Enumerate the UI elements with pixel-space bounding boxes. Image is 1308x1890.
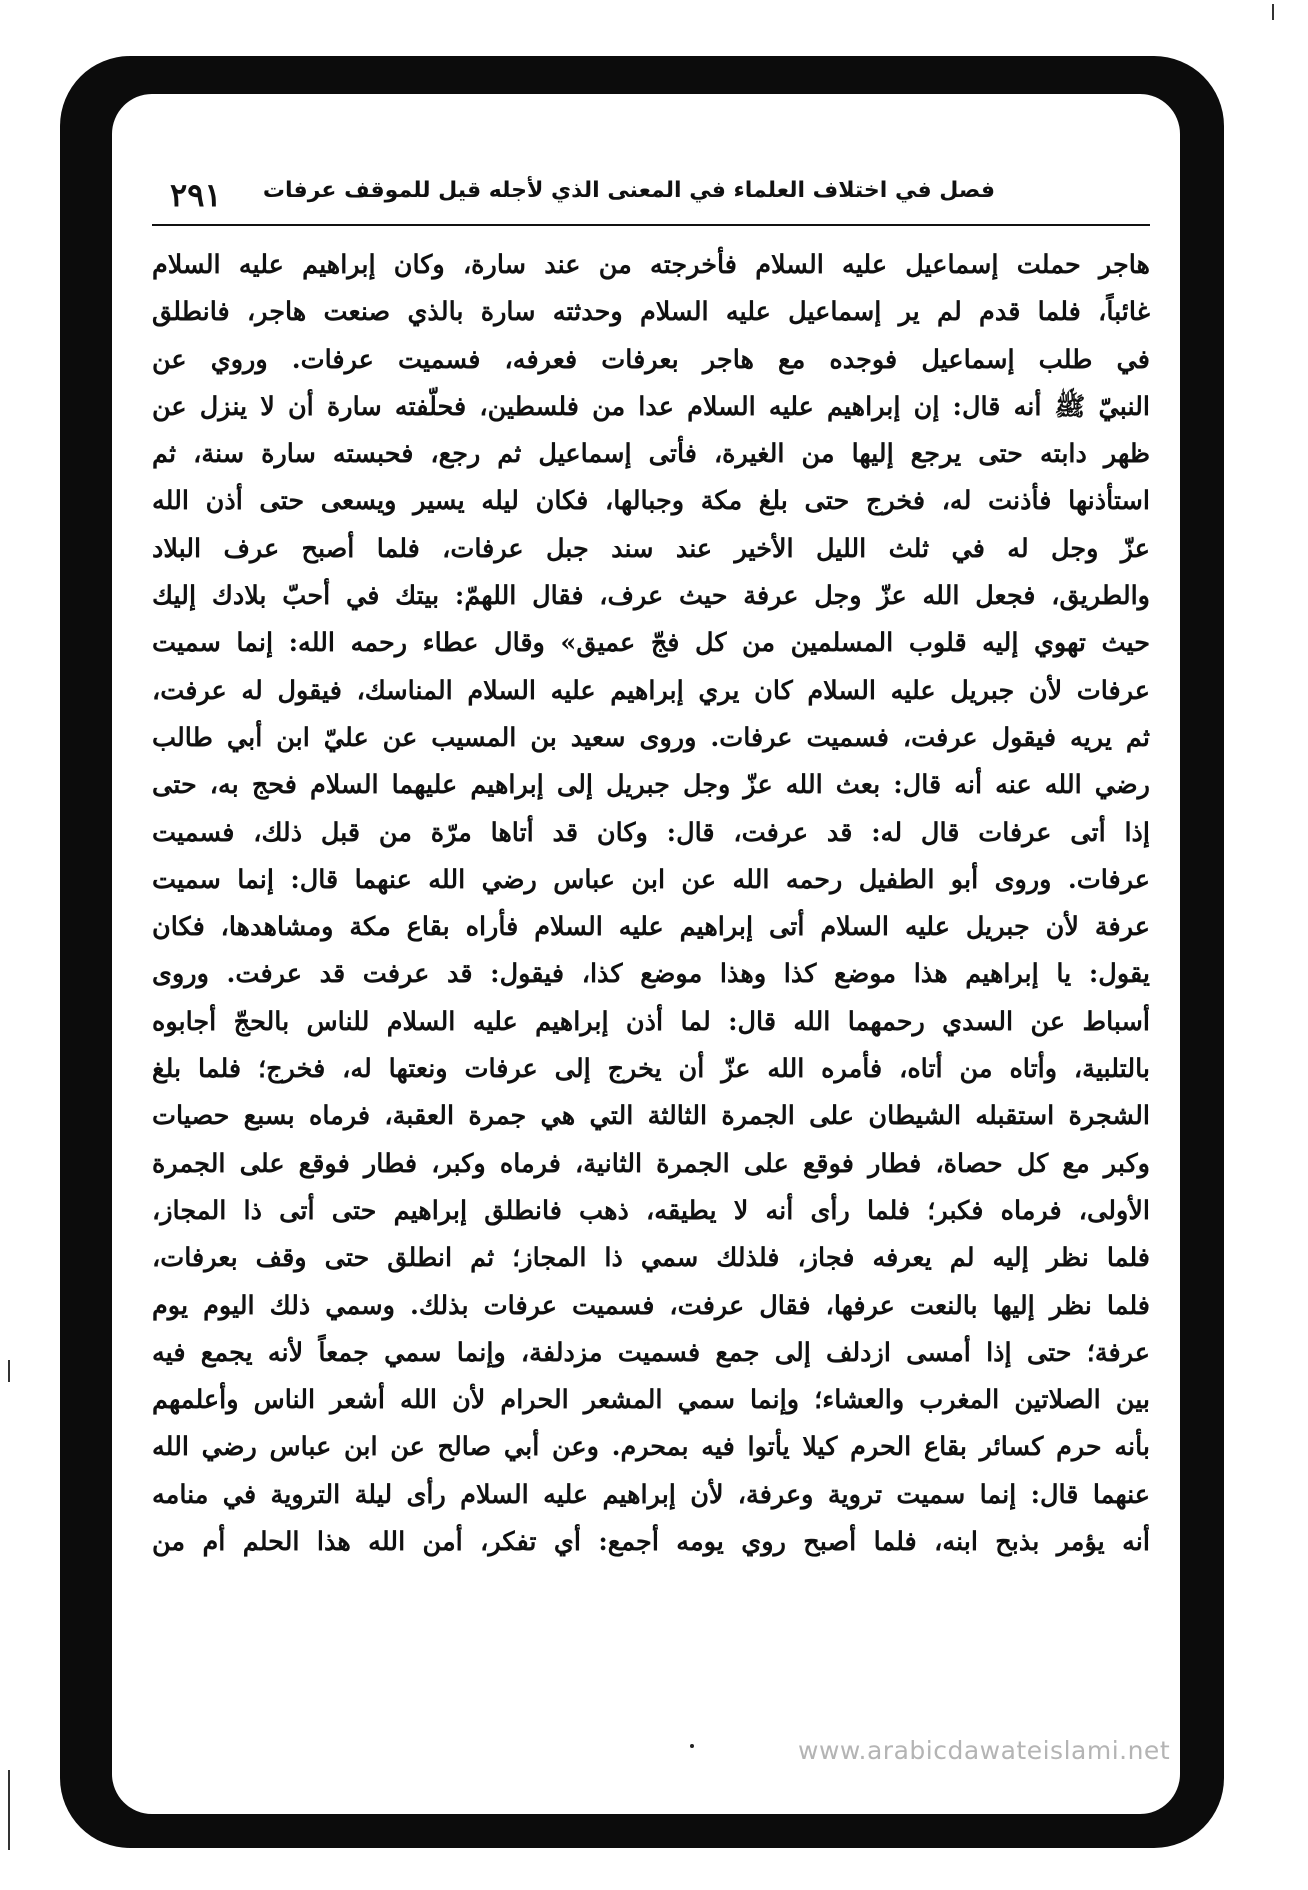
text-line: بالتلبية، وأتاه من أتاه، فأمره الله عزّ أن يخرج إلى عرفات ونعتها له، فخرج؛ فلما بلغ [152, 1054, 1150, 1085]
scan-artifact [8, 1770, 10, 1850]
text-line: في طلب إسماعيل فوجده مع هاجر بعرفات فعرفه، فسميت عرفات. وروي عن [152, 344, 1150, 375]
text-line: أنه يؤمر بذبح ابنه، فلما أصبح روي يومه أجمع: أي تفكر، أمن الله هذا الحلم أم من [152, 1527, 1150, 1558]
page-header [152, 176, 1150, 226]
text-line: ظهر دابته حتى يرجع إليها من الغيرة، فأتى إسماعيل ثم رجع، فحبسته سارة سنة، ثم [152, 439, 1150, 470]
text-line: عرفة لأن جبريل عليه السلام أتى إبراهيم عليه السلام فأراه بقاع مكة ومشاهدها، فكان [152, 912, 1150, 943]
text-line: عنهما قال: إنما سميت تروية وعرفة، لأن إبراهيم عليه السلام رأى ليلة التروية في منامه [152, 1479, 1150, 1510]
text-line: أسباط عن السدي رحمهما الله قال: لما أذن إبراهيم عليه السلام للناس بالحجّ أجابوه [152, 1006, 1150, 1037]
scan-artifact [690, 1744, 694, 1748]
page-number: ٢٩١ [170, 176, 222, 214]
scan-artifact [8, 1360, 10, 1382]
text-line: فلما نظر إليها بالنعت عرفها، فقال عرفت، فسميت عرفات بذلك. وسمي ذلك اليوم يوم [152, 1290, 1150, 1321]
text-line: والطريق، فجعل الله عزّ وجل عرفة حيث عرف، فقال اللهمّ: بيتك في أحبّ بلادك إليك [152, 581, 1150, 612]
text-line: يقول: يا إبراهيم هذا موضع كذا وهذا موضع كذا، فيقول: قد عرفت قد عرفت. وروى [152, 959, 1150, 990]
text-line: بين الصلاتين المغرب والعشاء؛ وإنما سمي المشعر الحرام لأن الله أشعر الناس وأعلمهم [152, 1385, 1150, 1416]
text-line: ثم يريه فيقول عرفت، فسميت عرفات. وروى سعيد بن المسيب عن عليّ ابن أبي طالب [152, 722, 1150, 753]
text-line: غائباً، فلما قدم لم ير إسماعيل عليه السلام وحدثته سارة بالذي صنعت هاجر، فانطلق [152, 297, 1150, 328]
scan-artifact [1272, 4, 1274, 20]
text-line: فلما نظر إليه لم يعرفه فجاز، فلذلك سمي ذا المجاز؛ ثم انطلق حتى وقف بعرفات، [152, 1243, 1150, 1274]
text-line: النبيّ ﷺ أنه قال: إن إبراهيم عليه السلام عدا من فلسطين، فحلّفته سارة أن لا ينزل عن [152, 391, 1150, 422]
text-line: بأنه حرم كسائر بقاع الحرم كيلا يأتوا فيه بمحرم. وعن أبي صالح عن ابن عباس رضي الله [152, 1432, 1150, 1463]
text-line: رضي الله عنه أنه قال: بعث الله عزّ وجل جبريل إلى إبراهيم عليهما السلام فحج به، حتى [152, 770, 1150, 801]
text-line: عرفات لأن جبريل عليه السلام كان يري إبراهيم عليه السلام المناسك، فيقول له عرفت، [152, 675, 1150, 706]
text-line: الأولى، فرماه فكبر؛ فلما رأى أنه لا يطيقه، ذهب فانطلق إبراهيم حتى أتى ذا المجاز، [152, 1195, 1150, 1226]
text-line: الشجرة استقبله الشيطان على الجمرة الثالثة التي هي جمرة العقبة، فرماه بسبع حصيات [152, 1101, 1150, 1132]
text-line: إذا أتى عرفات قال له: قد عرفت، قال: وكان قد أتاها مرّة من قبل ذلك، فسميت [152, 817, 1150, 848]
text-line: وكبر مع كل حصاة، فطار فوقع على الجمرة الثانية، فرماه وكبر، فطار فوقع على الجمرة [152, 1148, 1150, 1179]
running-title: فصل في اختلاف العلماء في المعنى الذي لأجله قيل للموقف عرفات [262, 178, 995, 203]
text-line: عزّ وجل له في ثلث الليل الأخير عند سند جبل عرفات، فلما أصبح عرف البلاد [152, 533, 1150, 564]
text-line: هاجر حملت إسماعيل عليه السلام فأخرجته من عند سارة، وكان إبراهيم عليه السلام [152, 250, 1150, 280]
text-line: عرفة؛ حتى إذا أمسى ازدلف إلى جمع فسميت مزدلفة، وإنما سمي جمعاً لأنه يجمع فيه [152, 1337, 1150, 1368]
text-line: عرفات. وروى أبو الطفيل رحمه الله عن ابن عباس رضي الله عنهما قال: إنما سميت [152, 864, 1150, 895]
website-watermark: www.arabicdawateislami.net [798, 1736, 1171, 1765]
text-line: استأذنها فأذنت له، فخرج حتى بلغ مكة وجبالها، فكان ليله يسير ويسعى حتى أذن الله [152, 486, 1150, 517]
text-line: حيث تهوي إليه قلوب المسلمين من كل فجّ عميق» وقال عطاء رحمه الله: إنما سميت [152, 628, 1150, 659]
body-text [152, 242, 1150, 1566]
